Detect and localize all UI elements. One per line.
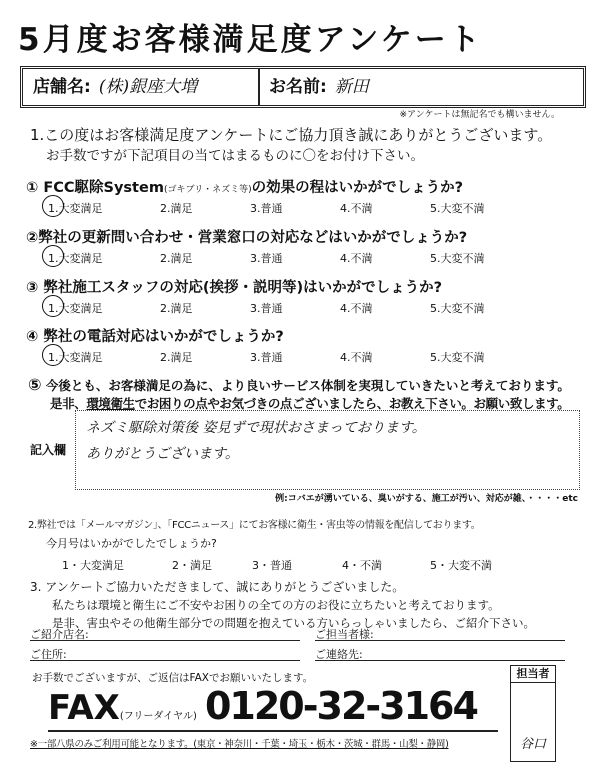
- s2-option-2[interactable]: 2・満足: [172, 559, 212, 572]
- referral-person-line[interactable]: [315, 640, 565, 641]
- field-label: 記入欄: [30, 443, 67, 457]
- name-label: お名前:: [269, 77, 327, 97]
- store-field[interactable]: [23, 69, 260, 105]
- option-label: 5.大変不満: [430, 351, 485, 364]
- fax-footnote: ※一部八県のみご利用可能となります。(東京・神奈川・千葉・埼玉・栃木・茨城・群馬・山梨・静岡): [30, 739, 449, 750]
- s2-option-5[interactable]: 5・大変不満: [430, 559, 492, 572]
- q4-option-1[interactable]: [48, 349, 103, 365]
- store-value: (株)銀座大増: [98, 77, 198, 97]
- option-label: 4.不満: [340, 252, 373, 265]
- q1-option-4[interactable]: [340, 200, 373, 216]
- referral-store-label: ご紹介店名:: [30, 628, 89, 641]
- q2-option-1[interactable]: [48, 250, 103, 266]
- fax-note: お手数でございますが、ご返信はFAXでお願いいたします。: [32, 672, 314, 684]
- option-label: 5.大変不満: [430, 202, 485, 215]
- q2-option-5[interactable]: [430, 250, 485, 266]
- selection-circle: [42, 295, 64, 317]
- q2-option-2[interactable]: [160, 250, 193, 266]
- staff-value: 谷口: [519, 737, 546, 752]
- section1-line2: お手数ですが下記項目の当てはまるものに〇をお付け下さい。: [46, 148, 424, 164]
- q1-option-1[interactable]: [48, 200, 103, 216]
- q4-option-5[interactable]: [430, 349, 485, 365]
- answer-line2: ありがとうございます。: [86, 446, 239, 462]
- referral-contact-line[interactable]: [315, 660, 565, 661]
- selection-circle: [42, 245, 64, 267]
- section3-line3: 是非、害虫やその他衛生部分での問題を抱えている方いらっしゃいましたら、ご紹介下さい。: [52, 616, 535, 630]
- q5-line2: 是非、環境衛生でお困りの点やお気づきの点ございましたら、お教え下さい。お願い致します。: [50, 396, 570, 411]
- referral-person-label: ご担当者様:: [315, 628, 374, 641]
- q1-option-5[interactable]: [430, 200, 485, 216]
- example-note: 例:コバエが湧いている、臭いがする、施工が汚い、対応が雑、・・・・etc: [275, 494, 578, 504]
- section3-line1: 3. アンケートご協力いただきまして、誠にありがとうございました。: [30, 580, 405, 594]
- referral-store-line[interactable]: [30, 640, 300, 641]
- q3-option-4[interactable]: [340, 300, 373, 316]
- option-label: 1.大変満足: [48, 302, 103, 315]
- option-label: 2.満足: [160, 351, 193, 364]
- option-label: 5.大変不満: [430, 302, 485, 315]
- q2-option-4[interactable]: [340, 250, 373, 266]
- fax-underline: [48, 730, 498, 732]
- comment-box[interactable]: [75, 410, 580, 490]
- selection-circle: [42, 195, 64, 217]
- section3-line2: 私たちは環境と衛生にご不安やお困りの全ての方のお役に立ちたいと考えております。: [52, 598, 500, 612]
- option-label: 3.普通: [250, 252, 283, 265]
- answer-line1: ネズミ駆除対策後 姿見ずで現状おさまっております。: [86, 420, 426, 436]
- section1-line1: 1.この度はお客様満足度アンケートにご協力頂き誠にありがとうございます。: [30, 126, 553, 144]
- q1-option-2[interactable]: [160, 200, 193, 216]
- name-value: 新田: [334, 77, 369, 97]
- option-label: 1.大変満足: [48, 252, 103, 265]
- option-label: 1.大変満足: [48, 351, 103, 364]
- q1-option-3[interactable]: [250, 200, 283, 216]
- staff-label: 担当者: [511, 666, 555, 683]
- section2-line1: 2.弊社では「メールマガジン」、「FCCニュース」にてお客様に衛生・害虫等の情報を配信しております。: [28, 520, 481, 531]
- staff-box: [510, 665, 556, 762]
- store-label: 店舗名:: [33, 77, 91, 97]
- q5-line1: ⑤ 今後とも、お客様満足の為に、より良いサービス体制を実現していきたいと考えております。: [28, 375, 570, 394]
- s2-option-4[interactable]: 4・不満: [342, 559, 382, 572]
- referral-contact-label: ご連絡先:: [315, 648, 363, 661]
- option-label: 4.不満: [340, 351, 373, 364]
- selection-circle: [42, 344, 64, 366]
- s2-option-1[interactable]: 1・大変満足: [62, 559, 124, 572]
- referral-address-label: ご住所:: [30, 648, 67, 661]
- question-1: ① FCC駆除System(ゴキブリ・ネズミ等)の効果の程はいかがでしょうか?: [26, 180, 464, 196]
- q3-option-1[interactable]: [48, 300, 103, 316]
- s2-option-3[interactable]: 3・普通: [252, 559, 292, 572]
- option-label: 3.普通: [250, 202, 283, 215]
- anonymous-note: ※アンケートは無記名でも構いません。: [399, 110, 560, 120]
- q2-option-3[interactable]: [250, 250, 283, 266]
- option-label: 5.大変不満: [430, 252, 485, 265]
- q3-option-3[interactable]: [250, 300, 283, 316]
- referral-address-line[interactable]: [30, 660, 300, 661]
- q3-option-2[interactable]: [160, 300, 193, 316]
- section2-line2: 今月号はいかがでしたでしょうか?: [46, 537, 217, 550]
- q3-option-5[interactable]: [430, 300, 485, 316]
- name-field[interactable]: [259, 69, 369, 105]
- option-label: 2.満足: [160, 252, 193, 265]
- option-label: 3.普通: [250, 351, 283, 364]
- question-4: ④ 弊社の電話対応はいかがでしょうか?: [26, 329, 284, 345]
- q4-option-4[interactable]: [340, 349, 373, 365]
- q4-option-3[interactable]: [250, 349, 283, 365]
- question-3: ③ 弊社施工スタッフの対応(挨拶・説明等)はいかがでしょうか?: [26, 280, 443, 296]
- option-label: 4.不満: [340, 202, 373, 215]
- question-2: ②弊社の更新問い合わせ・営業窓口の対応などはいかがでしょうか?: [26, 230, 468, 246]
- fax-line: FAX(フリーダイヤル) 0120-32-3164: [48, 684, 477, 728]
- option-label: 3.普通: [250, 302, 283, 315]
- option-label: 4.不満: [340, 302, 373, 315]
- q4-option-2[interactable]: [160, 349, 193, 365]
- option-label: 1.大変満足: [48, 202, 103, 215]
- form-title: 5月度お客様満足度アンケート: [18, 22, 483, 58]
- name-box: [20, 66, 586, 108]
- option-label: 2.満足: [160, 202, 193, 215]
- option-label: 2.満足: [160, 302, 193, 315]
- fax-number: 0120-32-3164: [204, 684, 477, 728]
